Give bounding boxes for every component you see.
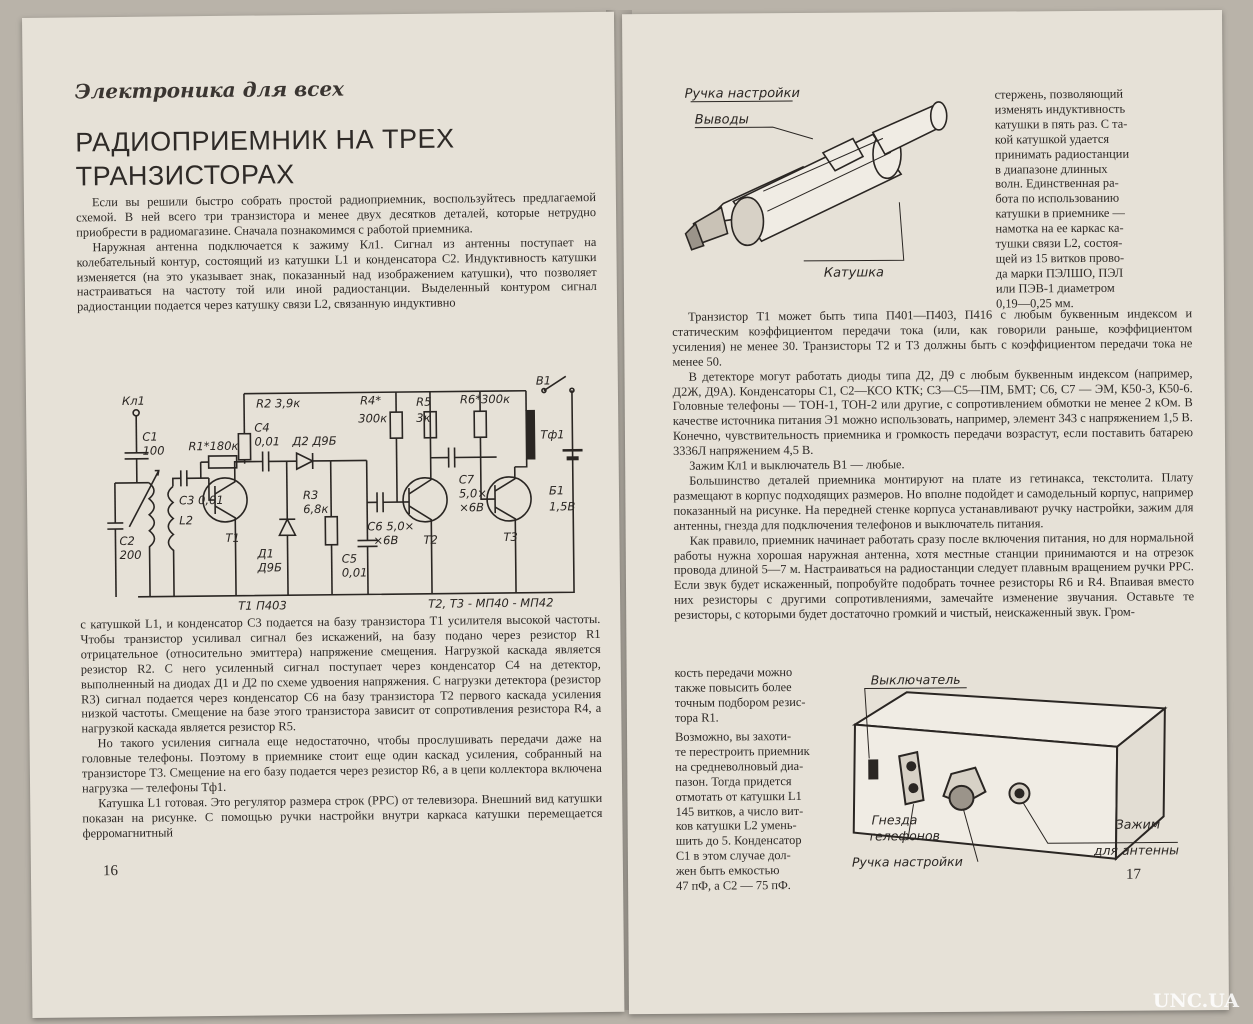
paragraph: Транзистор T1 может быть типа П401—П403, П416 с любым буквенным индексом и статическим коэффициентом передачи тока (или, как говорили раньше, коэффициентом усиления) не менее 30. Транзисторы T2 и T3 должны быть с коэффициентом передачи тока не менее 50. xyxy=(672,306,1193,369)
text-line: стержень, позволяющий xyxy=(994,86,1124,102)
label-battery: Б1 xyxy=(548,483,565,498)
paragraph: В детекторе могут работать диоды типа Д2, Д9 с любым буквенным индексом (например, Д2Ж, Д9А). Конденсаторы C1, C2—КСО КТК; C3—C5—ПМ, БМТ; C6, C7 — ЭМ, К50-3, К50-6. Головные телефоны — ТОН-1, ТОН-2 или другие, с сопротивлением обмотки не менее 2 кОм. В качестве источника питания Э1 можно использовать, например, элемент 343 с напряжением 1,5 В. Конечно, чувствительность приемника и громкость передачи возрастут, если поставить батарею 3336Л напряжением 4,5 В. xyxy=(672,365,1193,458)
narrow-text-a xyxy=(675,665,843,726)
box-label-jacks-1: Гнезда xyxy=(871,812,918,828)
label-r5: R5 xyxy=(415,394,432,409)
label-c1: С1 xyxy=(142,429,158,444)
coil-label-coil: Катушка xyxy=(823,265,885,281)
paragraph: Как правило, приемник начинает работать сразу после включения питания, но для нормальной работы нужна хорошая наружная антенна, хотя местные станции принимаются и на отрезок провода длиной 5—7 м. Настраиваться на радиостанции следует плавным вращением ручки РРС. Если звук будет искаженный, попробуйте подобрать точнее резисторы R6 и R4. Впаивая вместо них резисторы с другими сопротивлениями, замечайте изменение звучания. Оставьте те резисторы, с которыми будет достаточно громкий и чистый, неискаженный звук. Гром- xyxy=(673,529,1195,622)
text-line: бота по использованию xyxy=(995,191,1120,206)
label-tf1: Тф1 xyxy=(540,427,565,442)
title-line-1: РАДИОПРИЕМНИК НА ТРЕХ xyxy=(75,123,455,158)
coil-illustration xyxy=(663,82,994,284)
label-b1: В1 xyxy=(535,373,552,388)
coil-label-knob: Ручка настройки xyxy=(684,85,800,102)
main-text xyxy=(672,306,1194,623)
text-line: намотка на ее каркас ка- xyxy=(995,220,1124,236)
box-label-switch: Выключатель xyxy=(870,671,961,688)
page-number-left: 16 xyxy=(102,863,119,880)
paragraph: с катушкой L1, и конденсатор C3 подается на базу транзистора T1 усилителя высокой частоты. Чтобы транзистор усиливал сигнал без искажений, на базу подано через резистор R1 отрицательное (относительно эмиттера) напряжение смещения. Нагрузкой каскада является резистор R2. С него усиленный сигнал поступает через конденсатор C4 на детектор, выполненный на диодах Д1 и Д2 по схеме удвоения напряжения. С нагрузки детектора (резистор R3) сигнал подается через конденсатор C6 на базу транзистора T2 первого каскада усиления низкой частоты. Смещение на базе этого транзистора зависит от сопротивления резистора R4, а нагрузкой каскада является резистор R5. xyxy=(80,611,602,736)
label-c6-value: ×6В xyxy=(373,533,399,548)
body-text xyxy=(80,612,602,841)
text-line: да марки ПЭЛШО, ПЭЛ xyxy=(995,265,1124,281)
label-c7-value-2: ×6В xyxy=(459,500,485,515)
label-r3-value: 6,8к xyxy=(303,501,329,517)
text-line: Возможно, вы захоти- xyxy=(675,729,792,744)
paragraph: Но такого усиления сигнала еще недостаточно, чтобы прослушивать передачи даже на головные телефоны. Поэтому в приемнике стоит еще один каскад усиления, собранный на транзисторе T3. Смещение на его базу подается через резистор R6, а в цепи коллектора включена нагрузка — телефоны Тф1. xyxy=(81,731,602,796)
paragraph: Если вы решили быстро собрать простой радиоприемник, воспользуйтесь предлагаемой схемой. В ней всего три транзистора и менее двух десятков деталей, которые нетрудно приобрести в радиомагазине. Сначала познакомимся с работой приемника. xyxy=(76,190,597,240)
right-page xyxy=(622,10,1229,1014)
box-label-antenna-1: Зажим xyxy=(1115,816,1161,832)
text-line: шить до 5. Конденсатор xyxy=(675,833,802,849)
label-r5-value: 3к xyxy=(416,410,431,425)
text-line: катушки в пять раз. С та- xyxy=(994,116,1128,132)
label-c2: С2 xyxy=(119,533,135,549)
label-c3: С3 0,01 xyxy=(178,492,224,508)
paragraph: Катушка L1 готовая. Это регулятор размера строк (РРС) от телевизора. Внешний вид катушки показан на рисунке. С помощью ручки настройки внутри каркаса катушки перемещается ферромагнитный xyxy=(82,790,603,841)
text-line: кость передачи можно xyxy=(674,665,793,680)
text-line: 0,19—0,25 мм. xyxy=(995,295,1074,311)
text-line: C1 в этом случае дол- xyxy=(675,848,791,864)
label-t2-t3-type: Т2, Т3 - МП40 - МП42 xyxy=(428,595,554,611)
label-t3: Т3 xyxy=(503,529,518,544)
receiver-box-illustration xyxy=(847,662,1188,876)
text-line: кой катушкой удается xyxy=(994,131,1110,147)
label-d2: Д2 Д9Б xyxy=(292,433,337,449)
article-title xyxy=(75,121,455,193)
circuit-schematic xyxy=(96,370,588,615)
text-line: 145 витков, а число вит- xyxy=(675,803,804,819)
label-c5-value: 0,01 xyxy=(341,565,368,580)
paragraph: Большинство деталей приемника монтируют на плате из гетинакса, текстолита. Плату размещают в корпус подходящих размеров. Но вполне подойдет и самодельный корпус, например показанный на рисунке. На передней стенке корпуса устанавливают ручку настройки, зажим для антенны, гнезда для подключения телефонов и выключатель питания. xyxy=(673,470,1194,533)
label-c2-value: 200 xyxy=(119,547,142,563)
title-line-2: ТРАНЗИСТОРАХ xyxy=(75,159,295,192)
text-line: ков катушки L2 умень- xyxy=(675,818,797,834)
label-t1: Т1 xyxy=(225,530,240,545)
label-c5: С5 xyxy=(341,551,358,566)
text-line: или ПЭВ-1 диаметром xyxy=(995,280,1115,296)
text-line: жен быть емкостью xyxy=(675,863,780,878)
label-c1-value: 100 xyxy=(142,443,165,458)
text-line: изменять индуктивность xyxy=(994,101,1126,117)
coil-label-leads: Выводы xyxy=(694,112,749,128)
intro-text xyxy=(76,190,597,315)
narrow-text-b xyxy=(675,729,848,894)
text-line: принимать радиостанции xyxy=(994,146,1130,162)
text-line: волн. Единственная ра- xyxy=(995,176,1119,192)
side-text xyxy=(995,86,1193,311)
text-line: 47 пФ, а C2 — 75 пФ. xyxy=(676,878,791,893)
label-c7: С7 xyxy=(458,472,475,487)
box-label-jacks-2: телефонов xyxy=(867,827,940,844)
label-r1: R1*180к xyxy=(188,438,239,454)
label-t1-type: Т1 П403 xyxy=(238,598,287,613)
text-line: также повысить более xyxy=(674,679,792,695)
text-line: пазон. Тогда придется xyxy=(675,773,792,789)
text-line: точным подбором резис- xyxy=(674,694,806,710)
text-line: отмотать от катушки L1 xyxy=(675,788,802,804)
text-line: в диапазоне длинных xyxy=(995,161,1108,177)
label-d1: Д1 xyxy=(257,546,275,561)
text-line: щей из 15 витков прово- xyxy=(995,250,1125,266)
label-battery-value: 1,5В xyxy=(549,499,576,514)
watermark-logo: UNC.UA xyxy=(1152,990,1239,1012)
label-r2: R2 3,9к xyxy=(255,396,301,411)
left-page xyxy=(22,12,624,1018)
label-r6: R6*300к xyxy=(459,391,511,407)
label-l2: L2 xyxy=(179,513,194,528)
box-label-antenna-2: для антенны xyxy=(1093,842,1180,858)
page-number-right: 17 xyxy=(1125,866,1142,883)
label-kl1: Кл1 xyxy=(121,393,145,408)
label-c4-value: 0,01 xyxy=(254,434,281,449)
paragraph: Зажим Кл1 и выключатель В1 — любые. xyxy=(689,457,905,473)
label-c6: С6 5,0× xyxy=(367,518,415,534)
label-t2: Т2 xyxy=(423,532,438,547)
text-line: тора R1. xyxy=(674,710,719,725)
label-c4: С4 xyxy=(254,420,270,435)
paragraph: Наружная антенна подключается к зажиму Кл1. Сигнал из антенны поступает на колебательный контур, состоящий из катушки L1 и конденсатора C2. Индуктивность катушки изменяется (на это указывает знак, показанный над изображением катушки), что позволяет настраиваться на частоту той или иной радиостанции. Выделенный контуром сигнал радиостанции подается через катушку связи L2, связанную индуктивно xyxy=(76,234,597,314)
label-r4: R4* xyxy=(359,393,382,408)
label-d1-value: Д9Б xyxy=(257,560,283,575)
box-label-knob: Ручка настройки xyxy=(851,853,963,870)
text-line: катушки в приемнике — xyxy=(995,205,1125,221)
label-r4-value: 300к xyxy=(358,411,388,426)
series-title: Электроника для всех xyxy=(74,76,345,104)
label-r3: R3 xyxy=(302,487,319,503)
text-line: на средневолновый диа- xyxy=(675,758,804,774)
label-c7-value: 5,0× xyxy=(458,486,488,501)
text-line: тушки связи L2, состоя- xyxy=(995,235,1123,251)
text-line: те перестроить приемник xyxy=(675,743,810,759)
